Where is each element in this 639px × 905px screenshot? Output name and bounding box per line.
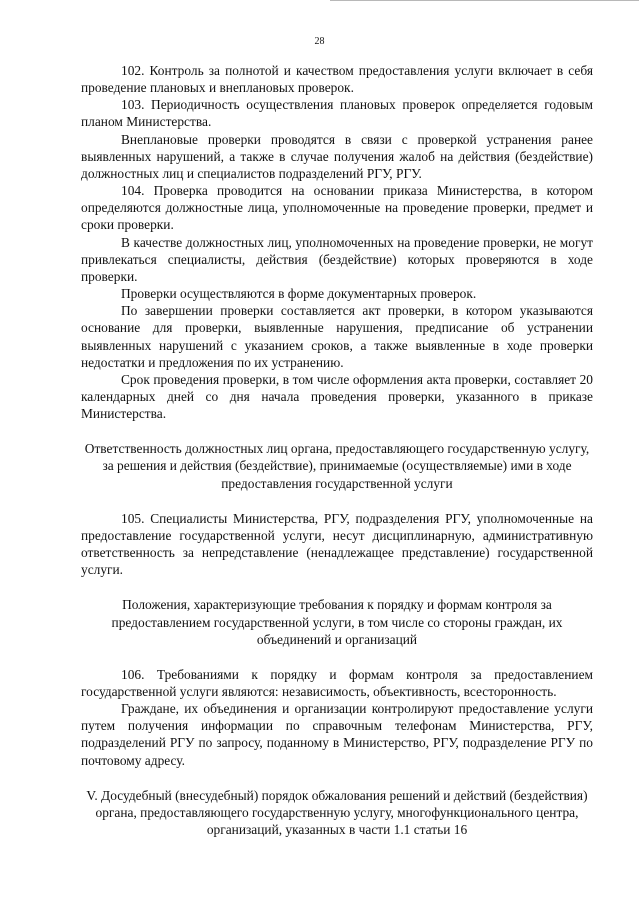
scan-edge-line bbox=[330, 0, 639, 1]
paragraph-officials: В качестве должностных лиц, уполномоченных на проведение проверки, не могут привлекаться специалисты, действия (бездействие) которых проверяются в ходе проверки. bbox=[81, 234, 593, 284]
paragraph-104: 104. Проверка проводится на основании приказа Министерства, в котором определяются должностные лица, уполномоченные на проведение проверки, предмет и сроки проверки. bbox=[81, 183, 593, 233]
paragraph-inspection-term: Срок проведения проверки, в том числе оформления акта проверки, составляет 20 календарных дней со дня начала проведения проверки, указанного в приказе Министерства. bbox=[81, 371, 593, 422]
paragraph-unscheduled-checks: Внеплановые проверки проводятся в связи с проверкой устранения ранее выявленных нарушений, а также в случае получения жалоб на действия (бездействие) должностных лиц и специалистов подразделений РГУ, РГУ. bbox=[81, 131, 593, 181]
paragraph-inspection-act: По завершении проверки составляется акт проверки, в котором указываются основание для проверки, выявленные нарушения, предписание об устранении выявленных нарушений с указанием сроков, а также выявленные в ходе проверки недостатки и предложения по их устранению. bbox=[81, 303, 593, 370]
paragraph-documentary-checks: Проверки осуществляются в форме документарных проверок. bbox=[121, 286, 477, 302]
paragraph-106: 106. Требованиями к порядку и формам контроля за предоставлением государственной услуги являются: независимость, объективность, всесторонность. bbox=[81, 666, 593, 699]
heading-control-requirements: Положения, характеризующие требования к порядку и формам контроля за предоставлением государственной услуги, в том числе со стороны граждан, их объединений и организаций bbox=[111, 597, 563, 647]
paragraph-103: 103. Периодичность осуществления плановых проверок определяется годовым планом Министерства. bbox=[81, 97, 593, 130]
page-number: 28 bbox=[314, 36, 325, 47]
paragraph-105: 105. Специалисты Министерства, РГУ, подразделения РГУ, уполномоченные на предоставление государственной услуги, несут дисциплинарную, административную ответственность за непредставление (ненадлежащее представление) государственной услуги. bbox=[81, 510, 593, 578]
heading-section-v: V. Досудебный (внесудебный) порядок обжалования решений и действий (бездействия) органа, предоставляющего государственную услугу, многофункционального центра, организаций, указанных в части 1.1 статьи 16 bbox=[86, 787, 588, 838]
paragraph-citizens-control: Граждане, их объединения и организации контролируют предоставление услуги путем получения информации по справочным телефонам Министерства, РГУ, подразделений РГУ по запросу, поданному в Министерство, РГУ, подразделение РГУ по почтовому адресу. bbox=[81, 701, 593, 768]
paragraph-102: 102. Контроль за полнотой и качеством предоставления услуги включает в себя проведение плановых и внеплановых проверок. bbox=[81, 63, 593, 96]
document-body bbox=[81, 62, 593, 838]
heading-responsibility: Ответственность должностных лиц органа, предоставляющего государственную услугу, за решения и действия (бездействие), принимаемые (осуществляемые) ими в ходе предоставления государственной услуги bbox=[84, 441, 590, 491]
